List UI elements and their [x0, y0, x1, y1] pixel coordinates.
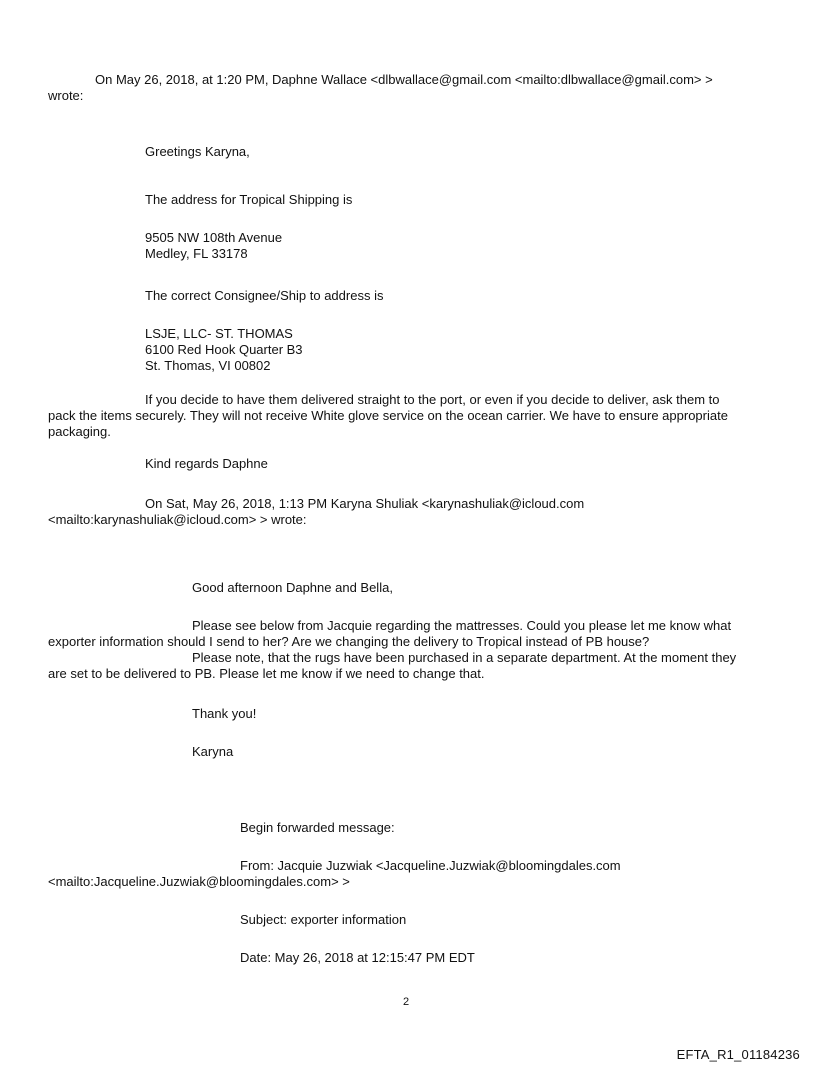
email2-paragraph: are set to be delivered to PB. Please let me know if we need to change that.	[48, 666, 485, 681]
email2-header-cont: <mailto:karynashuliak@icloud.com> > wrote:	[48, 512, 307, 527]
email2-thanks: Thank you!	[192, 706, 257, 721]
email2-header: On Sat, May 26, 2018, 1:13 PM Karyna Shuliak <karynashuliak@icloud.com	[145, 496, 585, 511]
forwarded-from-cont: <mailto:Jacqueline.Juzwiak@bloomingdales.com> >	[48, 874, 350, 889]
email2-signature: Karyna	[192, 744, 234, 759]
email1-header: On May 26, 2018, at 1:20 PM, Daphne Wallace <dlbwallace@gmail.com <mailto:dlbwallace@gmail.com> >	[95, 72, 713, 87]
email1-paragraph: The address for Tropical Shipping is	[145, 192, 353, 207]
forwarded-from: From: Jacquie Juzwiak <Jacqueline.Juzwiak@bloomingdales.com	[240, 858, 621, 873]
email1-closing: Kind regards Daphne	[145, 456, 268, 471]
email1-paragraph: pack the items securely. They will not receive White glove service on the ocean carrier. We have to ensure appropriate	[48, 408, 728, 423]
email1-paragraph: The correct Consignee/Ship to address is	[145, 288, 384, 303]
email2-paragraph: Please see below from Jacquie regarding the mattresses. Could you please let me know what	[192, 618, 732, 633]
email1-header-cont: wrote:	[48, 88, 84, 103]
email1-greeting: Greetings Karyna,	[145, 144, 250, 159]
email1-paragraph: packaging.	[48, 424, 111, 439]
forwarded-intro: Begin forwarded message:	[240, 820, 395, 835]
address-line: LSJE, LLC- ST. THOMAS	[145, 326, 293, 341]
page-number: 2	[403, 996, 410, 1008]
bates-stamp: EFTA_R1_01184236	[676, 1047, 800, 1062]
address-line: St. Thomas, VI 00802	[145, 358, 271, 373]
email2-paragraph: exporter information should I send to her? Are we changing the delivery to Tropical instead of PB house?	[48, 634, 650, 649]
forwarded-date: Date: May 26, 2018 at 12:15:47 PM EDT	[240, 950, 475, 965]
email2-greeting: Good afternoon Daphne and Bella,	[192, 580, 393, 595]
address-line: 9505 NW 108th Avenue	[145, 230, 283, 245]
forwarded-subject: Subject: exporter information	[240, 912, 407, 927]
address-line: Medley, FL 33178	[145, 246, 248, 261]
address-line: 6100 Red Hook Quarter B3	[145, 342, 303, 357]
email2-paragraph: Please note, that the rugs have been purchased in a separate department. At the moment they	[192, 650, 737, 665]
email1-paragraph: If you decide to have them delivered straight to the port, or even if you decide to deliver, ask them to	[145, 392, 720, 407]
